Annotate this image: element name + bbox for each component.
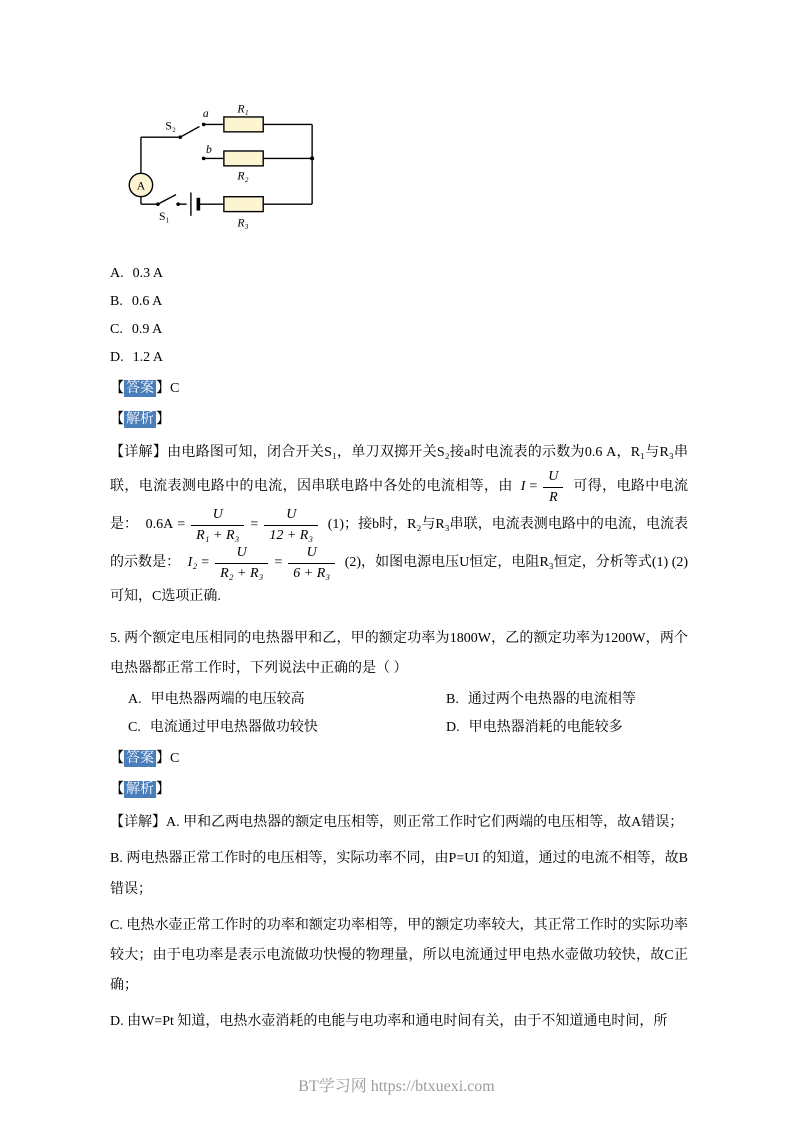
switch-s2-pivot [178,135,182,139]
option-label: A. [128,692,142,708]
resistor-r3 [224,197,263,212]
bracket: 】 [156,751,170,767]
equals-sign: = [177,517,186,533]
option-row-c [128,714,446,742]
detail-text: (2)，如图电源电压U恒定，电阻R₃恒定，分析等式(1) (2)可知，C选项正确. [110,555,689,605]
switch-s2-blade [180,127,199,138]
option-text: 0.3 A [132,266,163,281]
bracket: 】 [156,782,170,798]
option-label: A. [110,266,124,281]
q5-detail-d: D. 由W=Pt 知道，电热水壶消耗的电能与电功率和通电时间有关，由于不知道通电时间，所 [110,1013,668,1029]
contact-b-label: b [206,143,212,157]
q5-analysis-line [110,776,688,804]
resistor-r2 [224,151,263,166]
junction-dot [310,156,314,160]
equals-sign: = [201,555,210,571]
fraction: $\frac{U}{\text{R₁ + R₃}}$ [191,506,244,544]
formula-lhs: I₂ [187,555,198,571]
option-label: D. [446,720,460,736]
option-text: 甲电热器两端的电压较高 [150,692,305,708]
resistor-r1 [224,117,263,132]
resistor-r1-label: R₁ [237,102,249,116]
equals-sign: = [274,555,283,571]
option-row-a [128,686,446,714]
option-label: B. [110,294,123,309]
resistor-r3-label: R₃ [237,216,249,230]
option-text: 通过两个电热器的电流相等 [467,692,636,708]
formula-lhs: 0.6A [145,517,174,533]
bracket: 【 [110,381,124,396]
q4-options [110,260,688,372]
detail-text: 可得，电路中电流是： [110,479,689,533]
fraction: $\frac{U}{R}$ [543,468,563,506]
bracket: 】 [156,381,170,396]
bracket: 】 [156,412,170,427]
switch-s1-pivot [156,202,160,206]
option-text: 电流通过甲电热器做功较快 [149,720,318,736]
exam-page [110,84,688,1043]
analysis-tag: 解析 [126,782,154,798]
answer-value: C [170,381,180,396]
option-text: 0.6 A [131,294,163,309]
option-row-a [110,260,688,288]
option-label: B. [446,692,459,708]
detail-text: (1)；接b时，R₂与R₃串联，电流表测电路中的电流，电流表的示数是： [110,517,689,571]
q5-detail-c: C. 电热水壶正常工作时的功率和额定功率相等，甲的额定功率较大，其正常工作时的实际功率较大；由于电功率是表示电流做功快慢的物理量，所以电流通过甲电热水壶做功较快，故C正确； [110,917,688,993]
circuit-diagram [114,84,338,252]
switch-s1-blade [158,195,176,205]
equals-sign: = [250,517,259,533]
fraction: $\frac{U}{\text{R₂ + R₃}}$ [215,544,268,582]
switch-s1-contact [176,202,180,206]
option-text: 甲电热器消耗的电能较多 [468,720,623,736]
inline-formula-eq1 [145,507,321,543]
answer-tag: 答案 [126,381,154,396]
q4-analysis-line [110,406,688,434]
option-text: 0.9 A [131,322,163,337]
option-text: 1.2 A [132,350,163,365]
option-label: D. [110,350,124,365]
option-row-c [110,316,688,344]
option-label: C. [128,720,141,736]
formula-lhs: I [520,479,526,495]
analysis-tag: 解析 [126,412,154,427]
fraction: $\frac{U}{\text{12 + R₃}}$ [264,506,318,544]
inline-formula-ohms-law [520,469,566,505]
ammeter-label: A [136,179,146,193]
option-row-b [446,686,688,714]
resistor-r2-label: R₂ [237,169,249,183]
fraction: $\frac{U}{\text{6 + R₃}}$ [288,544,335,582]
bracket: 【 [110,751,124,767]
q5-stem: 5. 两个额定电压相同的电热器甲和乙，甲的额定功率为1800W，乙的额定功率为1200W，两个电热器都正常工作时，下列说法中正确的是（ ） [110,631,688,677]
equals-sign: = [529,479,538,495]
contact-a-label: a [202,106,209,120]
answer-tag: 答案 [126,751,154,767]
switch-s2-label: S₂ [165,119,177,133]
option-row-d [446,714,688,742]
q5-answer-line [110,745,688,773]
q5-detail-b: B. 两电热器正常工作时的电压相等，实际功率不同，由P=UI 的知道，通过的电流不相等，故B错误； [110,851,688,897]
answer-value: C [170,751,180,767]
q5-detail-a: 【详解】A. 甲和乙两电热器的额定电压相等，则正常工作时它们两端的电压相等，故A错误； [110,815,684,831]
footer: BT学习网 https://btxuexi.com [298,1078,495,1095]
q5-options [110,686,688,742]
contact-b-dot [202,157,206,161]
switch-s1-label: S₁ [159,210,170,224]
bracket: 【 [110,782,124,798]
q4-detail [110,438,688,612]
option-label: C. [110,322,123,337]
q4-answer-line [110,375,688,403]
contact-a-dot [202,123,206,127]
detail-text: 【详解】由电路图可知，闭合开关S₁，单刀双掷开关S₂接a时电流表的示数为0.6 A，R₁与R₃串联，电流表测电路中的电流，因串联电路中各处的电流相等，由 [110,445,688,495]
inline-formula-eq2 [187,545,338,581]
option-row-b [110,288,688,316]
bracket: 【 [110,412,124,427]
option-row-d [110,344,688,372]
